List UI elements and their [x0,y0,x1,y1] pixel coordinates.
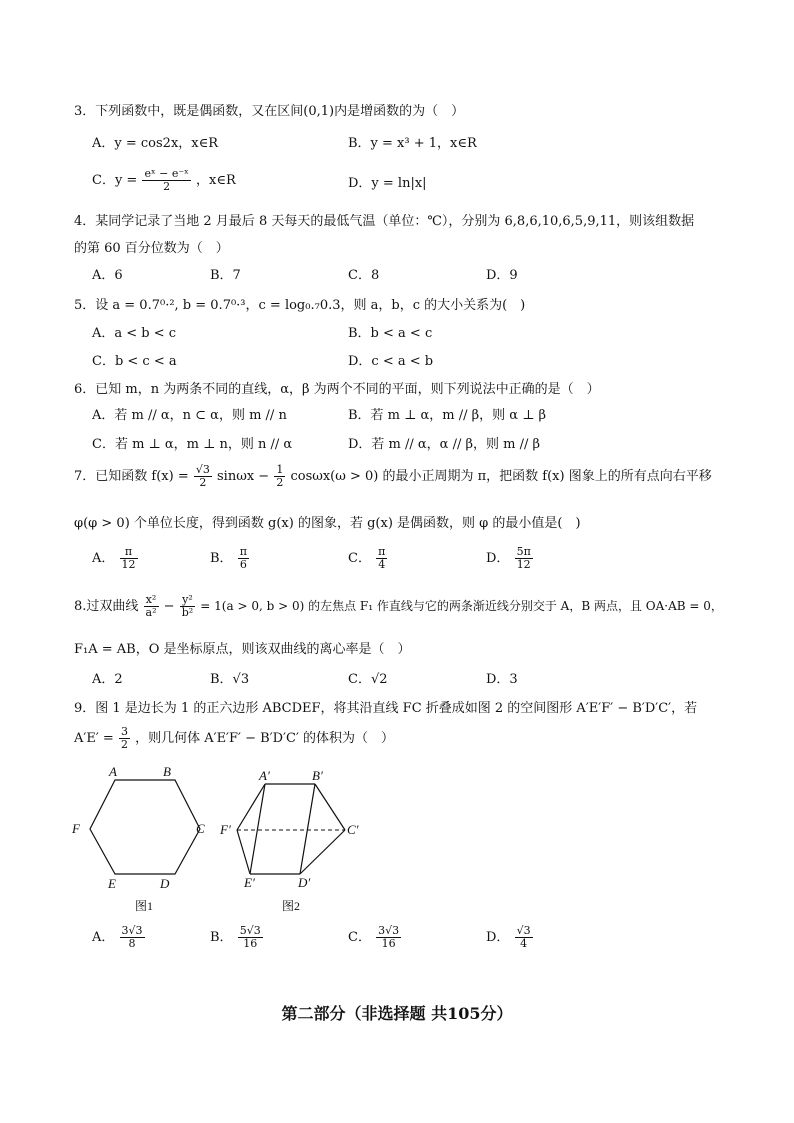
fig1-label-e: E [108,876,116,891]
q3-stem: 3．下列函数中，既是偶函数，又在区间(0,1)内是增函数的为（ ） [74,104,465,119]
q8-stem-line1 [74,594,723,619]
q7-option-d [486,546,534,571]
q8-option-d: D．3 [486,672,518,687]
q7-c-fraction [376,546,387,571]
fig2-label-a: A′ [259,768,270,783]
q7-stem-part-b: sinωx − [217,469,270,484]
q5-option-d: D．c < a < b [348,354,434,369]
q3-option-b: B．y = x³ + 1，x∈R [348,136,477,151]
q7-option-a [92,546,139,571]
q3-c-fraction [142,168,190,193]
fig2-label-d: D′ [298,875,311,890]
q7-b-label: B． [210,551,233,566]
q5-option-c: C．b < c < a [92,354,177,369]
q9-option-b [210,925,264,950]
fig1-label-f: F [72,821,80,836]
q3-option-a: A．y = cos2x，x∈R [92,136,219,151]
q8-fraction-y [180,594,195,619]
q3-c-denominator: 2 [163,180,171,193]
figure-2-folded-solid [219,768,359,913]
q7-a-num: π [120,546,138,559]
fig2-label-e: E′ [244,875,255,890]
figure-1-hexagon [71,764,205,913]
fig2-label-b: B′ [312,768,323,783]
q6-stem: 6．已知 m，n 为两条不同的直线，α，β 为两个不同的平面，则下列说法中正确的是（ ） [74,382,600,397]
q3-c-prefix: C．y = [92,173,138,188]
q4-option-a: A．6 [92,268,123,283]
q7-a-den: 12 [121,558,136,571]
q7-stem-line1 [74,464,712,489]
q9-d-fraction [515,925,533,950]
q7-c-label: C． [348,551,371,566]
q9-a-den: 8 [128,937,136,950]
fig1-label-a: A [109,764,117,779]
q4-option-d: D．9 [486,268,518,283]
q9-c-label: C． [348,930,371,945]
q8-fraction-x-num: x² [144,594,159,607]
section-title: 第二部分（非选择题 共105分） [281,1004,513,1023]
q9-d-label: D． [486,930,510,945]
q7-d-den: 12 [516,558,531,571]
q3-option-d: D．y = ln|x| [348,176,427,191]
q7-fraction-2-num: 1 [276,463,284,476]
q9-figures [60,762,380,917]
q7-c-den: 4 [378,558,386,571]
q9-stem-part-b: ，则几何体 A′E′F′ − B′D′C′ 的体积为（ ） [135,731,395,746]
q8-stem-part-a: 8.过双曲线 [74,599,139,614]
q7-b-fraction [238,546,249,571]
q7-fraction-1-den: 2 [199,476,207,489]
q9-c-fraction [376,925,401,950]
q9-fraction-num: 3 [120,725,128,738]
q7-b-num: π [239,545,247,558]
q9-a-num: 3√3 [121,924,143,937]
q7-d-label: D． [486,551,510,566]
q8-fraction-x [144,594,159,619]
q9-a-label: A． [92,930,115,945]
fig2-caption: 图2 [282,899,301,913]
q8-option-c: C．√2 [348,672,388,687]
q7-stem-part-c: cosωx(ω > 0) 的最小正周期为 π，把函数 f(x) 图象上的所有点向右平移 [290,469,712,484]
q5-option-a: A．a < b < c [92,326,177,341]
q5-stem: 5．设 a = 0.7⁰·², b = 0.7⁰·³，c = log₀.₇0.3，则 a，b，c 的大小关系为( ) [74,298,526,313]
q3-c-suffix: ，x∈R [195,173,236,188]
q5-option-b: B．b < a < c [348,326,433,341]
fig2-label-c: C′ [347,822,359,837]
fig1-label-d: D [160,876,170,891]
q9-b-den: 16 [243,937,258,950]
q7-a-label: A． [92,551,115,566]
q7-fraction-2 [274,464,285,489]
q9-option-d [486,925,534,950]
q6-option-b: B．若 m ⊥ α，m // β，则 α ⊥ β [348,408,547,423]
q9-stem-line2 [74,726,394,751]
q9-fraction-den: 2 [120,738,128,751]
fig2-label-f: F′ [220,822,231,837]
q7-d-num: 5π [516,545,531,558]
q9-c-num: 3√3 [378,924,400,937]
q7-fraction-2-den: 2 [276,476,284,489]
q8-fraction-y-num: y² [180,594,195,607]
q7-b-den: 6 [239,558,247,571]
q7-stem-part-a: 7．已知函数 f(x) = [74,469,189,484]
q9-d-num: √3 [516,924,531,937]
q8-option-a: A．2 [92,672,123,687]
q8-stem-part-b: = 1(a > 0, b > 0) 的左焦点 F₁ 作直线与它的两条渐近线分别交于 A，B 两点，且 OA·AB = 0， [200,599,723,613]
q9-fraction [119,726,130,751]
q6-option-d: D．若 m // α，α // β，则 m // β [348,437,541,452]
q9-stem-part-a: A′E′ = [74,731,114,746]
q9-option-a [92,925,146,950]
q7-a-fraction [120,546,138,571]
q9-a-fraction [120,925,145,950]
q7-option-b [210,546,250,571]
q9-option-c [348,925,402,950]
q8-fraction-x-den: a² [145,606,157,619]
q7-c-num: π [378,545,386,558]
q9-b-fraction [238,925,263,950]
fig1-label-b: B [163,764,171,779]
q9-d-den: 4 [520,937,528,950]
q9-b-label: B． [210,930,233,945]
fig1-label-c: C [196,821,205,836]
q7-option-c [348,546,388,571]
q7-fraction-1 [194,464,212,489]
q6-option-a: A．若 m // α，n ⊂ α，则 m // n [92,408,287,423]
q3-option-c [92,168,236,193]
q8-fraction-y-den: b² [181,606,194,619]
q9-c-den: 16 [381,937,396,950]
q4-option-c: C．8 [348,268,380,283]
fig1-caption: 图1 [135,899,154,913]
q8-stem-minus: − [163,599,175,614]
q9-b-num: 5√3 [239,924,261,937]
q7-d-fraction [515,546,533,571]
q7-stem-line2: φ(φ > 0) 个单位长度，得到函数 g(x) 的图象，若 g(x) 是偶函数，则 φ 的最小值是( ) [74,516,581,531]
q7-fraction-1-num: √3 [195,463,210,476]
q8-stem-line2: F₁A = AB，O 是坐标原点，则该双曲线的离心率是（ ） [74,642,411,657]
q6-option-c: C．若 m ⊥ α，m ⊥ n，则 n // α [92,437,293,452]
q4-stem-line1: 4．某同学记录了当地 2 月最后 8 天每天的最低气温（单位：℃），分别为 6,8,6,10,6,5,9,11，则该组数据 [74,214,695,229]
q9-stem-line1: 9．图 1 是边长为 1 的正六边形 ABCDEF，将其沿直线 FC 折叠成如图 2 的空间图形 A′E′F′ − B′D′C′，若 [74,701,698,716]
q4-option-b: B．7 [210,268,241,283]
q8-option-b: B．√3 [210,672,250,687]
q4-stem-line2: 的第 60 百分位数为（ ） [74,241,229,256]
q3-c-numerator: eˣ − e⁻ˣ [144,167,189,180]
